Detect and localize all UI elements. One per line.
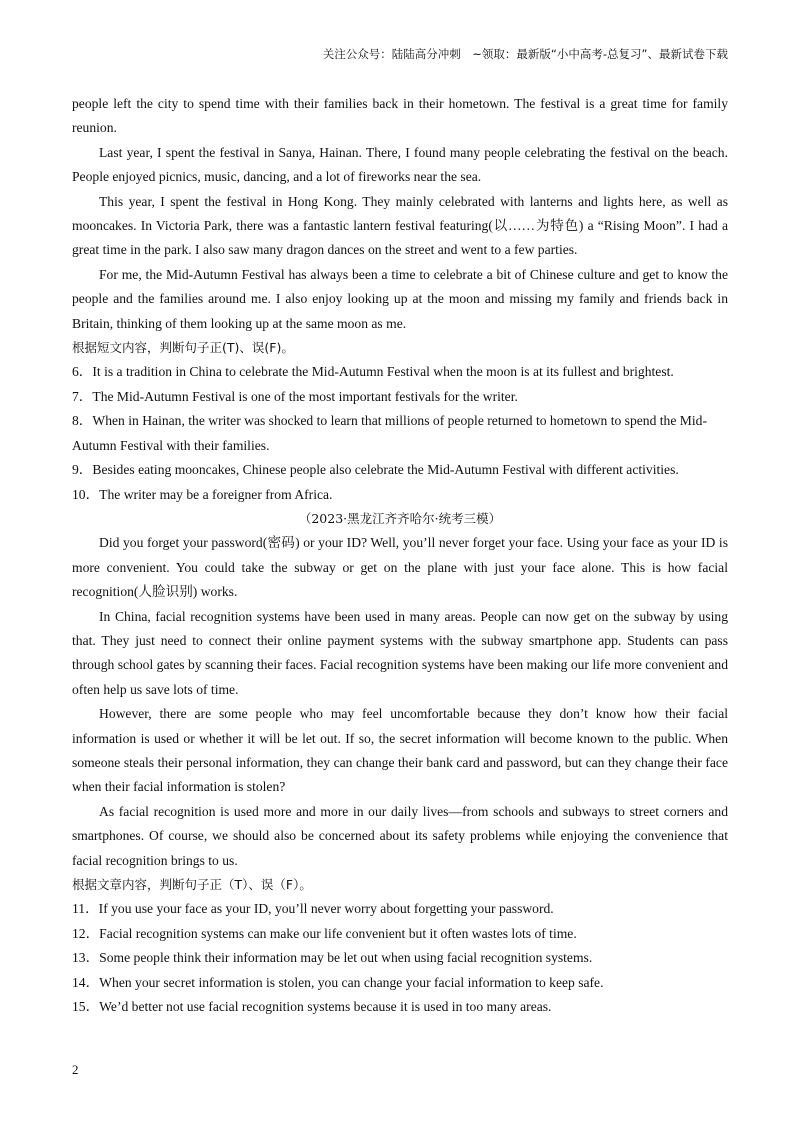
document-body	[72, 92, 728, 1019]
passage1-paragraph-2: Last year, I spent the festival in Sanya, Hainan. There, I found many people celebrating the festival on the beach. People enjoyed picnics, music, dancing, and a lot of fireworks near the sea.	[72, 144, 728, 185]
question-6: 6．It is a tradition in China to celebrate the Mid-Autumn Festival when the moon is at its fullest and brightest.	[72, 364, 674, 380]
question-7: 7．The Mid-Autumn Festival is one of the most important festivals for the writer.	[72, 388, 518, 404]
passage1-paragraph-3: This year, I spent the festival in Hong Kong. They mainly celebrated with lanterns and lights here, as well as mooncakes. In Victoria Park, there was a fantastic lantern festival featuring(以……为特色) a “Rising Moon”. I had a great time in the park. I also saw many dragon dances on the street and went to a few parties.	[72, 193, 728, 258]
passage2-instruction: 根据文章内容，判断句子正（T）、误（F）。	[72, 877, 312, 892]
page-number: 2	[72, 1062, 79, 1077]
question-14: 14．When your secret information is stolen, you can change your facial information to keep safe.	[72, 974, 604, 990]
passage1-paragraph-4: For me, the Mid-Autumn Festival has always been a time to celebrate a bit of Chinese culture and get to know the people and the families around me. I also enjoy looking up at the moon and missing my family and friends back in Britain, thinking of them looking up at the same moon as me.	[72, 266, 728, 331]
question-15: 15．We’d better not use facial recognition systems because it is used in too many areas.	[72, 999, 552, 1015]
question-9: 9．Besides eating mooncakes, Chinese people also celebrate the Mid-Autumn Festival with different activities.	[72, 462, 679, 478]
passage2-source: （2023·黑龙江齐齐哈尔·统考三模）	[298, 510, 502, 526]
question-12: 12．Facial recognition systems can make our life convenient but it often wastes lots of time.	[72, 925, 577, 941]
question-10: 10．The writer may be a foreigner from Africa.	[72, 486, 333, 502]
passage2-paragraph-2: In China, facial recognition systems have been used in many areas. People can now get on the subway by using that. They just need to connect their online payment systems with the subway smartphone app. Students can pass through school gates by scanning their faces. Facial recognition systems have been making our life more convenient and often help us save lots of time.	[72, 608, 728, 697]
passage1-instruction: 根据短文内容，判断句子正(T)、误(F)。	[72, 340, 294, 356]
passage2-paragraph-1: Did you forget your password(密码) or your ID? Well, you’ll never forget your face. Using your face as your ID is more convenient. You could take the subway or get on the plane with just your face alone. This is how facial recognition(人脸识别) works.	[72, 535, 728, 600]
question-8: 8．When in Hainan, the writer was shocked to learn that millions of people returned to hometown to spend the Mid-Autumn Festival with their families.	[72, 413, 707, 453]
passage2-paragraph-3: However, there are some people who may feel uncomfortable because they don’t know how their facial information is used or whether it will be let out. If so, the secret information will become known to the public. When someone steals their personal information, they can change their bank card and password, but can they change their face when their facial information is stolen?	[72, 706, 728, 795]
question-11: 11．If you use your face as your ID, you’ll never worry about forgetting your password.	[72, 901, 554, 917]
question-13: 13．Some people think their information may be let out when using facial recognition systems.	[72, 950, 593, 966]
passage1-paragraph-1: people left the city to spend time with their families back in their hometown. The festival is a great time for family reunion.	[72, 96, 728, 136]
page-header: 关注公众号：陆陆高分冲刺 ~领取：最新版“小中高考-总复习”、最新试卷下载	[322, 47, 728, 61]
passage2-paragraph-4: As facial recognition is used more and more in our daily lives—from schools and subways to street corners and smartphones. Of course, we should also be concerned about its safety problems while enjoying the convenience that facial recognition brings to us.	[72, 803, 728, 868]
